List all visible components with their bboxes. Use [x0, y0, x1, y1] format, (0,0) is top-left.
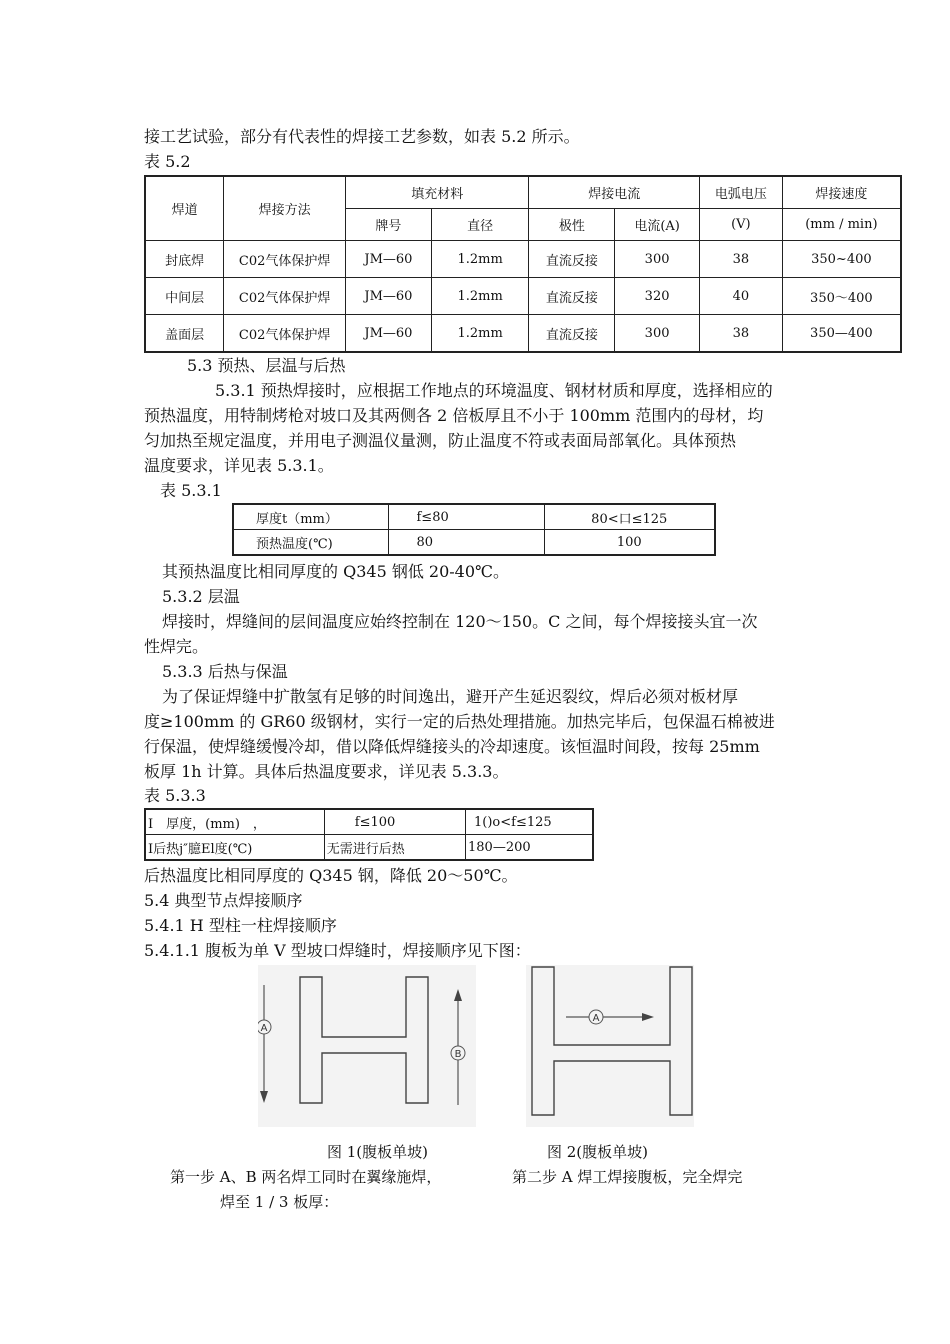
section-5-3-heading: 5.3 预热、层温与后热: [187, 356, 346, 375]
cell-preheat-value-2: 100: [544, 530, 715, 556]
table-5-3-3-label: 表 5.3.3: [144, 786, 206, 805]
cell-brand: JM—60: [346, 278, 432, 315]
para-5-3-1-line: 5.3.1 预热焊接时，应根据工作地点的环境温度、钢材材质和厚度，选择相应的: [215, 381, 773, 400]
cell-speed: 350~400: [782, 241, 901, 278]
cell-current: 320: [615, 278, 700, 315]
section-5-4-1-heading: 5.4.1 H 型柱一柱焊接顺序: [144, 916, 337, 935]
cell-method: C02气体保护焊: [224, 241, 346, 278]
step-2-text: 第二步 A 焊工焊接腹板，完全焊完: [512, 1168, 743, 1186]
table-row: [145, 835, 593, 861]
table-row: [233, 530, 715, 556]
cell-thickness-range-1: f≤80: [388, 504, 544, 530]
header-filler: 填充材料: [346, 176, 529, 209]
intro-text: 接工艺试验，部分有代表性的焊接工艺参数，如表 5.2 所示。: [144, 127, 580, 146]
table-5-3-1-label: 表 5.3.1: [160, 481, 222, 500]
cell-seam: 盖面层: [145, 315, 224, 353]
section-5-3-2-heading: 5.3.2 层温: [162, 587, 240, 606]
cell-postheat-value-1: 无需进行后热: [324, 835, 465, 861]
cell-diameter: 1.2mm: [431, 278, 529, 315]
figure-1-caption: 图 1(腹板单坡): [327, 1143, 429, 1161]
cell-brand: JM—60: [346, 241, 432, 278]
table-row: [145, 278, 901, 315]
para-5-3-3-line: 为了保证焊缝中扩散氢有足够的时间逸出，避开产生延迟裂纹，焊后必须对板材厚: [162, 687, 739, 706]
arrow-a-head: [260, 1091, 268, 1103]
figure-2-caption: 图 2(腹板单坡): [547, 1143, 649, 1161]
cell-polarity: 直流反接: [529, 278, 615, 315]
para-5-3-1-line: 预热温度，用特制烤枪对坡口及其两侧各 2 倍板厚且不小于 100mm 范围内的母材，均: [144, 406, 764, 425]
cell-brand: JM—60: [346, 315, 432, 353]
cell-polarity: 直流反接: [529, 315, 615, 353]
table-5-3-3-note: 后热温度比相同厚度的 Q345 钢，降低 20～50℃。: [144, 866, 518, 885]
cell-diameter: 1.2mm: [431, 241, 529, 278]
cell-method: C02气体保护焊: [224, 278, 346, 315]
cell-current: 300: [615, 241, 700, 278]
cell-speed: 350～400: [782, 278, 901, 315]
header-voltage-unit: (V): [699, 209, 782, 241]
table-5-3-1: [232, 503, 716, 556]
cell-thickness-label: 厚度t（mm）: [233, 504, 388, 530]
cell-voltage: 40: [699, 278, 782, 315]
para-5-3-1-line: 温度要求，详见表 5.3.1。: [144, 456, 334, 475]
header-voltage: 电弧电压: [699, 176, 782, 209]
para-5-3-2-line: 性焊完。: [144, 637, 209, 656]
cell-seam: 中间层: [145, 278, 224, 315]
cell-diameter: 1.2mm: [431, 315, 529, 353]
step-1-text: 第一步 A、B 两名焊工同时在翼缘施焊，: [170, 1168, 442, 1186]
figure-1: [258, 965, 476, 1127]
table-row: [233, 504, 715, 530]
header-polarity: 极性: [529, 209, 615, 241]
header-method: 焊接方法: [224, 176, 346, 241]
cell-seam: 封底焊: [145, 241, 224, 278]
para-5-3-3-line: 度≥100mm 的 GR60 级钢材，实行一定的后热处理措施。加热完毕后，包保温石棉被进: [144, 712, 775, 731]
step-1-text-cont: 焊至 1 / 3 板厚：: [220, 1193, 339, 1211]
cell-polarity: 直流反接: [529, 241, 615, 278]
section-5-4-1-1-heading: 5.4.1.1 腹板为单 V 型坡口焊缝时，焊接顺序见下图：: [144, 941, 531, 960]
para-5-3-3-line: 板厚 1h 计算。具体后热温度要求，详见表 5.3.3。: [144, 762, 509, 781]
label-a: A: [260, 1023, 268, 1034]
label-a: A: [592, 1013, 600, 1024]
cell-thickness-range-2: 80<口≤125: [544, 504, 715, 530]
cell-preheat-label: 预热温度(℃): [233, 530, 388, 556]
table-row: [145, 809, 593, 835]
figure-2: [526, 965, 694, 1127]
h-beam-outline: [300, 977, 428, 1103]
header-speed-unit: (mm / min): [782, 209, 901, 241]
cell-postheat-label: I后热j″臆El度(℃): [145, 835, 324, 861]
cell-thickness-label: I 厚度，(mm) ，: [145, 809, 324, 835]
table-5-2-label: 表 5.2: [144, 152, 191, 171]
cell-method: C02气体保护焊: [224, 315, 346, 353]
arrow-a-head: [642, 1013, 654, 1021]
header-speed: 焊接速度: [782, 176, 901, 209]
cell-preheat-value-1: 80: [388, 530, 544, 556]
table-5-3-1-note: 其预热温度比相同厚度的 Q345 钢低 20-40℃。: [162, 562, 509, 581]
figure-1-h-section-diagram: [258, 965, 476, 1127]
cell-current: 300: [615, 315, 700, 353]
section-5-3-3-heading: 5.3.3 后热与保温: [162, 662, 288, 681]
header-current: 电流(A): [615, 209, 700, 241]
table-row: [145, 241, 901, 278]
arrow-b-head: [454, 989, 462, 1001]
cell-postheat-value-2: 180—200: [466, 835, 594, 861]
cell-thickness-range-1: f≤100: [324, 809, 465, 835]
figure-2-h-section-diagram: [526, 965, 694, 1127]
label-b: B: [454, 1049, 462, 1060]
header-seam: 焊道: [145, 176, 224, 241]
cell-voltage: 38: [699, 315, 782, 353]
table-5-2: [144, 175, 902, 353]
header-diameter: 直径: [431, 209, 529, 241]
header-current-group: 焊接电流: [529, 176, 700, 209]
cell-voltage: 38: [699, 241, 782, 278]
para-5-3-1-line: 匀加热至规定温度，并用电子测温仪量测，防止温度不符或表面局部氧化。具体预热: [144, 431, 737, 450]
cell-speed: 350—400: [782, 315, 901, 353]
para-5-3-2-line: 焊接时，焊缝间的层间温度应始终控制在 120～150。C 之间，每个焊接接头宜一次: [162, 612, 758, 631]
section-5-4-heading: 5.4 典型节点焊接顺序: [144, 891, 303, 910]
para-5-3-3-line: 行保温，使焊缝缓慢冷却，借以降低焊缝接头的冷却速度。该恒温时间段，按每 25mm: [144, 737, 760, 756]
table-5-3-3: [144, 808, 594, 861]
cell-thickness-range-2: 1()o<f≤125: [466, 809, 594, 835]
table-row: [145, 315, 901, 353]
header-brand: 牌号: [346, 209, 432, 241]
h-beam-outline: [532, 967, 692, 1115]
